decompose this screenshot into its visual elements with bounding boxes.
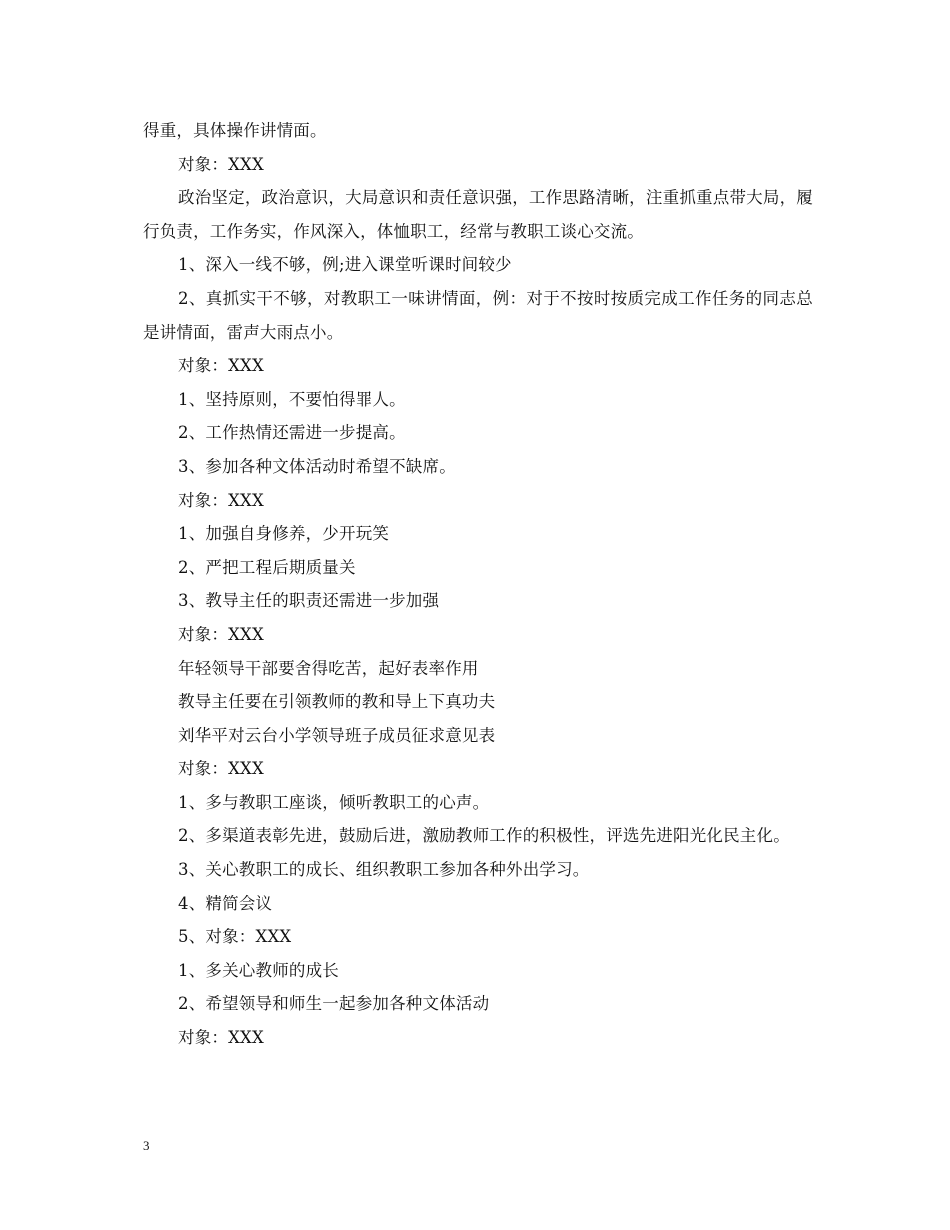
paragraph-line: 3、参加各种文体活动时希望不缺席。 bbox=[178, 456, 456, 476]
paragraph-line: 1、深入一线不够，例;进入课堂听课时间较少 bbox=[178, 255, 512, 275]
paragraph-line: 2、希望领导和师生一起参加各种文体活动 bbox=[178, 994, 490, 1014]
paragraph-line: 1、多关心教师的成长 bbox=[178, 960, 339, 980]
paragraph-line: 2、工作热情还需进一步提高。 bbox=[178, 423, 406, 443]
paragraph-line: 对象：XXX bbox=[178, 356, 264, 376]
paragraph-line: 4、精简会议 bbox=[178, 893, 273, 913]
paragraph-line: 1、加强自身修养，少开玩笑 bbox=[178, 524, 390, 544]
paragraph-line: 教导主任要在引领教师的教和导上下真功夫 bbox=[178, 692, 496, 712]
paragraph-line: 年轻领导干部要舍得吃苦，起好表率作用 bbox=[178, 658, 479, 678]
paragraph-line: 5、对象：XXX bbox=[178, 927, 292, 947]
paragraph-line: 对象：XXX bbox=[178, 624, 264, 644]
document-body bbox=[143, 114, 813, 1055]
paragraph-line: 对象：XXX bbox=[178, 759, 264, 779]
paragraph-line: 1、坚持原则，不要怕得罪人。 bbox=[178, 389, 406, 409]
paragraph-line: 刘华平对云台小学领导班子成员征求意见表 bbox=[178, 725, 496, 745]
paragraph-line: 对象：XXX bbox=[178, 1028, 264, 1048]
paragraph-line: 1、多与教职工座谈，倾听教职工的心声。 bbox=[178, 792, 490, 812]
paragraph: 2、多渠道表彰先进，鼓励后进，激励教师工作的积极性，评选先进阳光化民主化。 bbox=[178, 826, 790, 846]
paragraph-line: 3、教导主任的职责还需进一步加强 bbox=[178, 591, 440, 611]
paragraph-line: 得重，具体操作讲情面。 bbox=[143, 121, 327, 140]
paragraph: 2、真抓实干不够，对教职工一味讲情面，例：对于不按时按质完成工作任务的同志总是讲情面，雷声大雨点小。 bbox=[143, 288, 813, 342]
paragraph-line: 3、关心教职工的成长、组织教职工参加各种外出学习。 bbox=[178, 860, 590, 880]
paragraph-line: 对象：XXX bbox=[178, 154, 264, 174]
paragraph-line: 对象：XXX bbox=[178, 490, 264, 510]
paragraph-line: 2、严把工程后期质量关 bbox=[178, 557, 356, 577]
page-number: 3 bbox=[143, 1138, 150, 1153]
paragraph: 政治坚定，政治意识，大局意识和责任意识强，工作思路清晰，注重抓重点带大局，履行负责，工作务实，作风深入，体恤职工，经常与教职工谈心交流。 bbox=[143, 188, 813, 241]
